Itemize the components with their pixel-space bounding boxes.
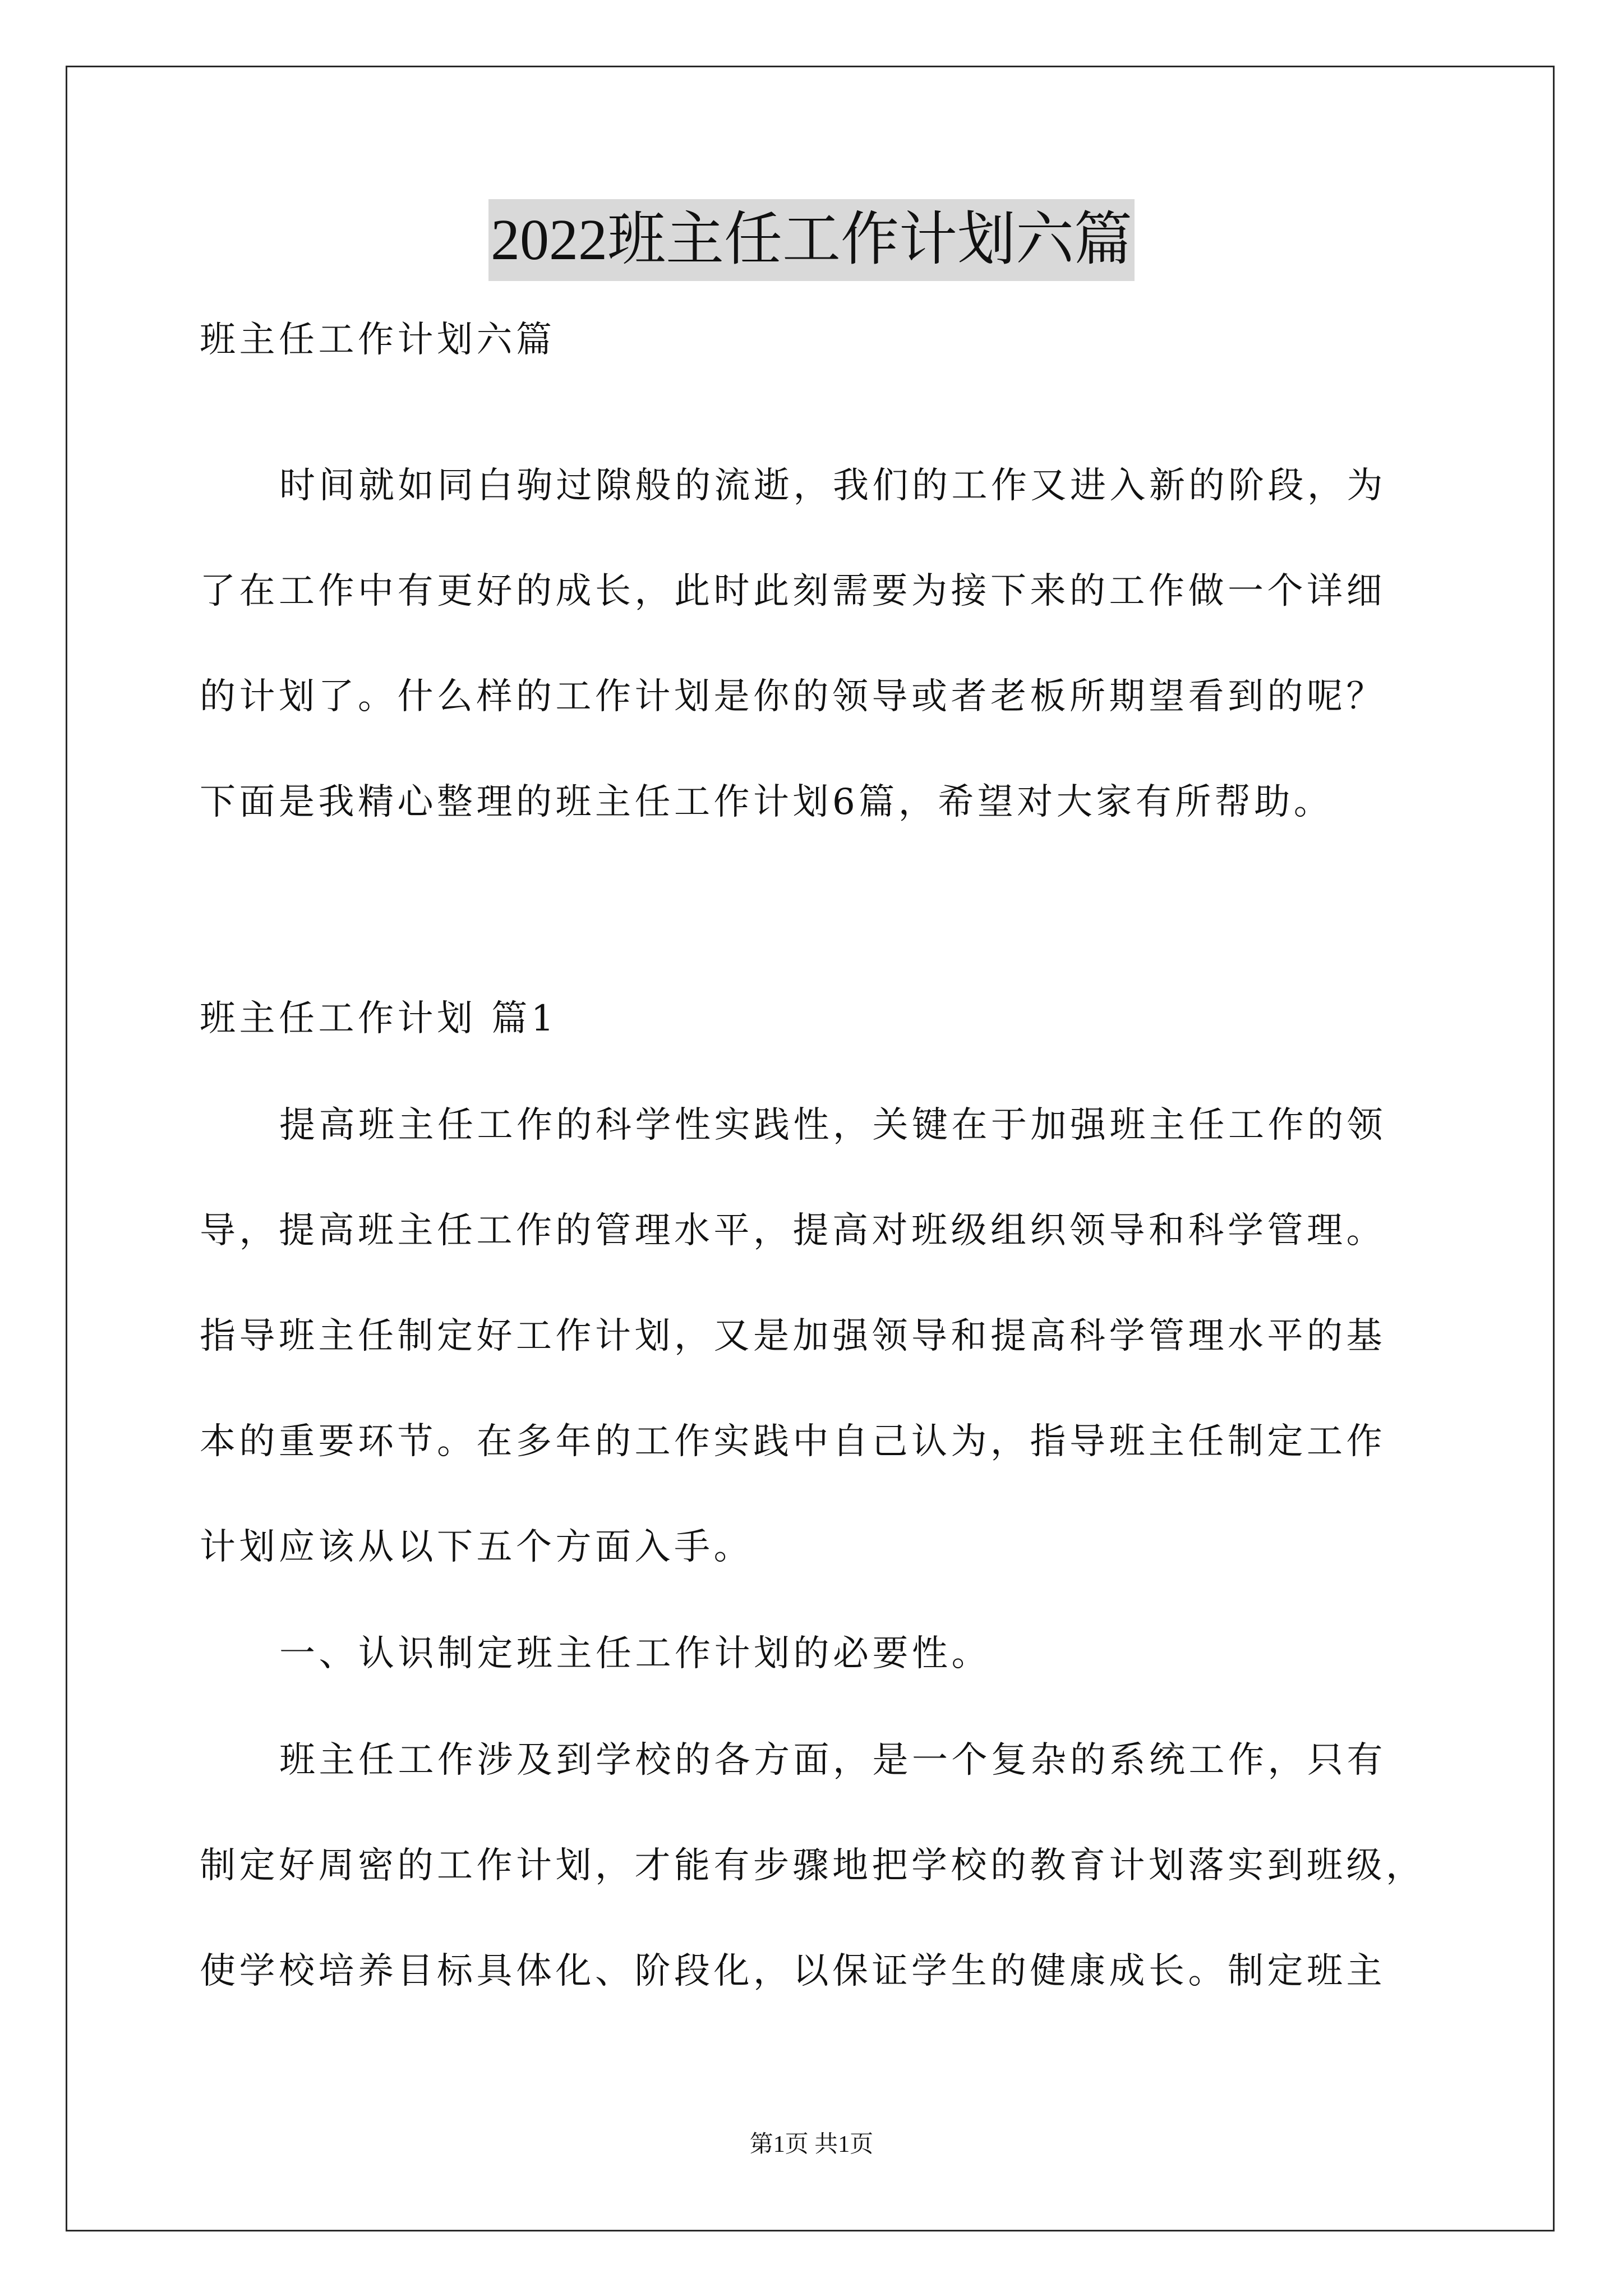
document-subtitle: 班主任工作计划六篇 (200, 319, 556, 361)
body-line: 本的重要环节。在多年的工作实践中自己认为，指导班主任制定工作 (200, 1421, 1386, 1462)
document-title: 2022班主任工作计划六篇 (488, 199, 1135, 281)
list-heading: 一、认识制定班主任工作计划的必要性。 (279, 1633, 991, 1674)
body-line: 指导班主任制定好工作计划，又是加强领导和提高科学管理水平的基 (200, 1315, 1386, 1357)
intro-line: 时间就如同白驹过隙般的流逝，我们的工作又进入新的阶段，为 (279, 465, 1386, 507)
body-line: 提高班主任工作的科学性实践性，关键在于加强班主任工作的领 (279, 1105, 1386, 1146)
body-line: 导，提高班主任工作的管理水平，提高对班级组织领导和科学管理。 (200, 1210, 1386, 1251)
body-line: 计划应该从以下五个方面入手。 (200, 1526, 753, 1568)
intro-line: 的计划了。什么样的工作计划是你的领导或者老板所期望看到的呢？ (200, 676, 1386, 717)
title-container (0, 199, 1623, 281)
body-line: 使学校培养目标具体化、阶段化，以保证学生的健康成长。制定班主 (200, 1950, 1386, 1992)
body-line: 制定好周密的工作计划，才能有步骤地把学校的教育计划落实到班级， (200, 1845, 1426, 1887)
section-heading: 班主任工作计划 篇1 (200, 998, 558, 1039)
page-footer: 第1页 共1页 (749, 2132, 874, 2157)
intro-line: 下面是我精心整理的班主任工作计划6篇，希望对大家有所帮助。 (200, 781, 1334, 823)
intro-line: 了在工作中有更好的成长，此时此刻需要为接下来的工作做一个详细 (200, 570, 1386, 612)
body-line: 班主任工作涉及到学校的各方面，是一个复杂的系统工作，只有 (279, 1740, 1386, 1781)
page-border (66, 66, 1555, 2231)
